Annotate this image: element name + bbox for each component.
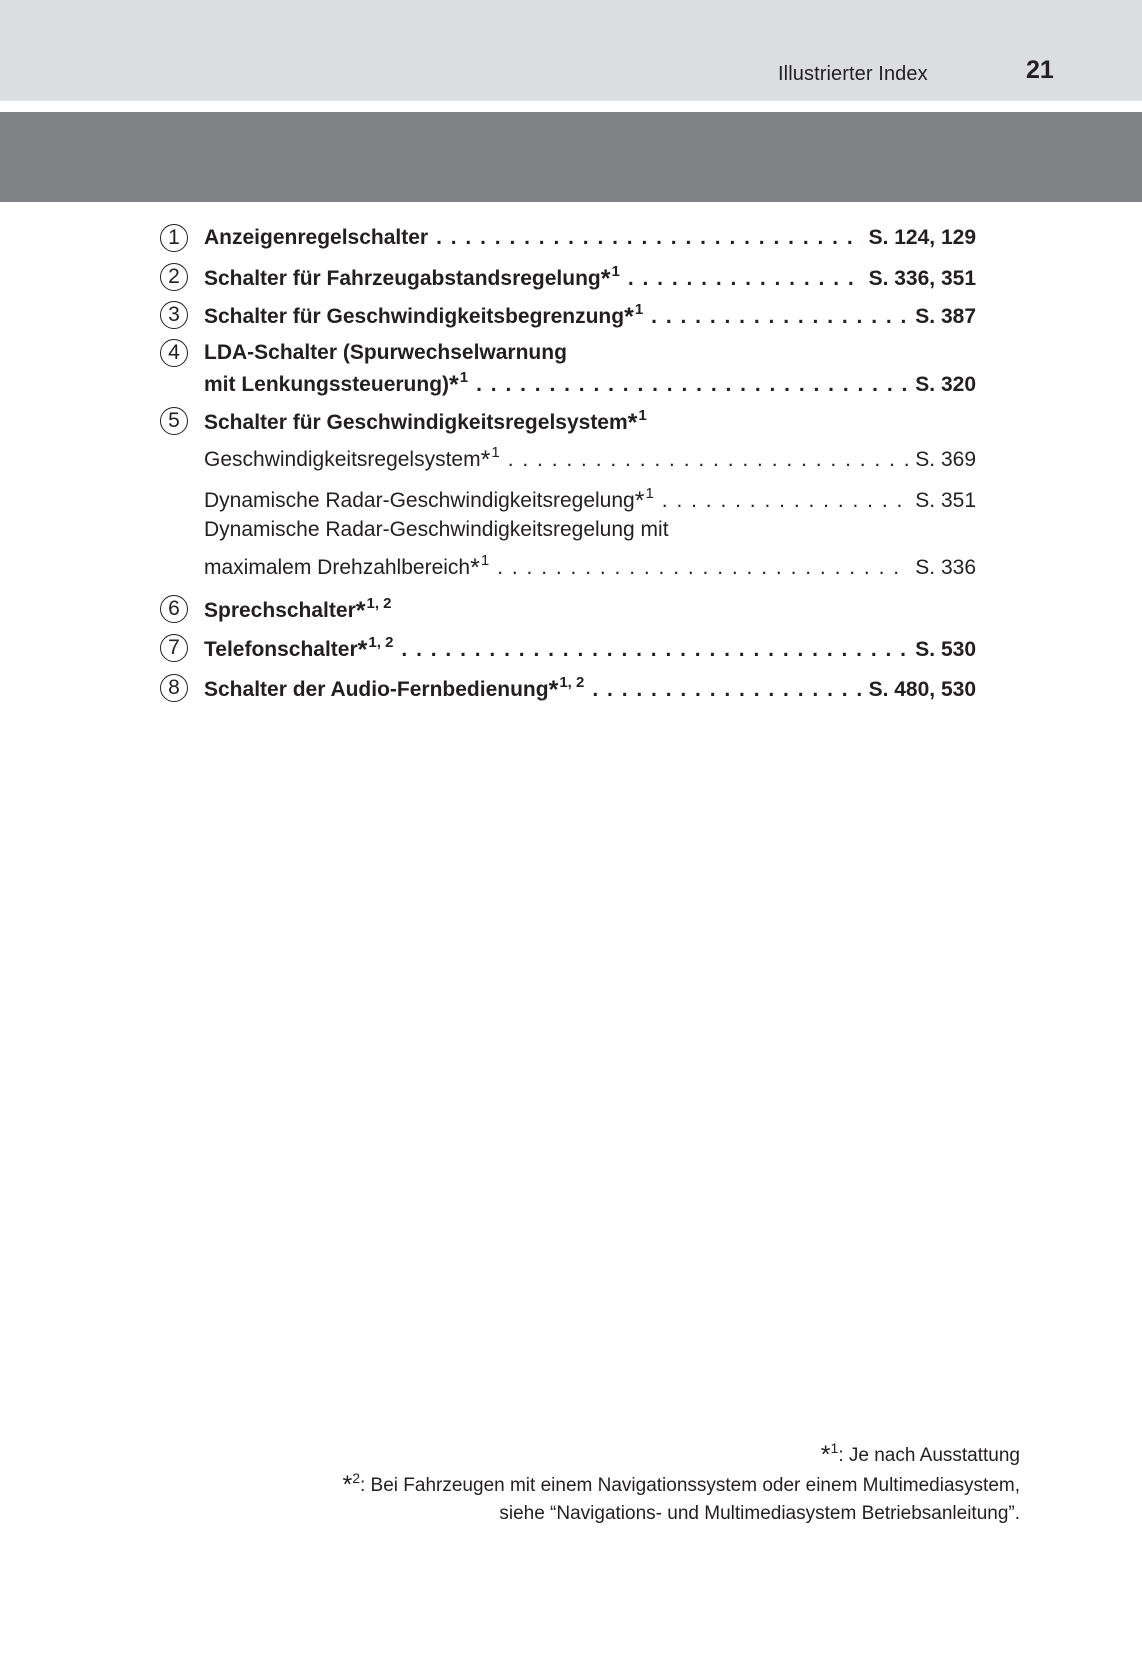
footnote-mark: 2: [352, 1470, 360, 1486]
subitem-line: [204, 552, 976, 584]
footnote-ref: 1: [491, 444, 500, 461]
leader-dots: [476, 371, 909, 399]
index-item-5: [160, 407, 976, 437]
item-label: Schalter der Audio-Fernbedienung: [204, 678, 549, 701]
footnote-ref: 1, 2: [368, 634, 394, 651]
page-reference: S. 351: [915, 489, 976, 512]
item-label: Telefonschalter: [204, 638, 358, 661]
footnote-2: [260, 1470, 1020, 1500]
footnote-ref: 1: [480, 552, 490, 569]
leader-dots: [592, 676, 862, 704]
index-item-8: [160, 674, 976, 704]
subitem-label: Dynamische Radar-Geschwindigkeitsregelung: [204, 489, 635, 512]
item-label: Schalter für Geschwindigkeitsregelsystem: [204, 411, 628, 434]
footnote-star-icon: *: [470, 554, 480, 582]
footnote-ref: 1: [638, 407, 647, 424]
item-line: [204, 369, 976, 401]
footnote-star-icon: *: [449, 371, 459, 399]
footnote-ref: 1: [611, 263, 620, 280]
subitem-label: Geschwindigkeitsregelsystem: [204, 448, 481, 471]
item-line: [204, 634, 976, 666]
subitem-line: [204, 444, 976, 476]
page-number: 21: [1026, 56, 1054, 84]
item-line: [204, 674, 976, 706]
leader-dots: [508, 446, 910, 474]
item-line: [204, 301, 976, 333]
footnote-star-icon: *: [634, 487, 645, 515]
footnote-ref: 1: [645, 485, 654, 502]
item-number-badge: 8: [160, 674, 188, 702]
leader-dots: [401, 636, 909, 664]
footnote-star-icon: *: [357, 636, 368, 664]
footnote-star-icon: *: [627, 409, 638, 437]
item-label: Schalter für Geschwindigkeitsbegrenzung: [204, 305, 625, 328]
page-reference: S. 124, 129: [868, 226, 976, 249]
subitem-label: Dynamische Radar-Geschwindigkeitsregelung mit: [204, 518, 669, 541]
footnote-ref: 1: [459, 369, 469, 386]
index-subitem-continued: [160, 552, 976, 582]
item-line: [204, 224, 976, 252]
page-reference: S. 480, 530: [868, 678, 976, 701]
footnote-ref: 1: [634, 301, 644, 318]
footnote-mark: 1: [830, 1440, 839, 1456]
item-label: Schalter für Fahrzeugabstandsregelung: [204, 267, 601, 290]
page-reference: S. 369: [915, 448, 976, 471]
footnote-2-continued: [260, 1500, 1020, 1527]
subitem-line: [204, 485, 976, 517]
item-number-badge: 3: [160, 301, 188, 329]
footnote-text: : Bei Fahrzeugen mit einem Navigationssystem oder einem Multimediasystem,: [360, 1475, 1020, 1496]
item-line: [204, 263, 976, 295]
item-number-badge: 5: [160, 407, 188, 435]
item-label: LDA-Schalter (Spurwechselwarnung: [204, 341, 567, 364]
page-reference: S. 387: [915, 305, 976, 328]
leader-dots: [662, 487, 909, 515]
footnote-text: : Je nach Ausstattung: [838, 1445, 1020, 1466]
footnote-star-icon: *: [624, 303, 634, 331]
leader-dots: [436, 224, 862, 252]
leader-dots: [628, 265, 863, 293]
item-label: Anzeigenregelschalter: [204, 226, 429, 249]
item-number-badge: 4: [160, 339, 188, 367]
page-reference: S. 320: [915, 373, 976, 396]
subitem-line: [204, 516, 976, 544]
index-item-6: [160, 595, 976, 625]
index-item-7: [160, 634, 976, 664]
footnote-star-icon: *: [355, 597, 366, 625]
page-reference: S. 530: [915, 638, 976, 661]
footnote-star-icon: *: [820, 1441, 831, 1469]
item-line: [204, 407, 976, 439]
item-number-badge: 1: [160, 224, 188, 252]
item-line: [204, 339, 976, 367]
footnote-star-icon: *: [342, 1471, 353, 1499]
footnote-ref: 1, 2: [366, 595, 392, 612]
item-number-badge: 6: [160, 595, 188, 623]
item-label: Sprechschalter: [204, 599, 356, 622]
leader-dots: [651, 303, 909, 331]
item-number-badge: 7: [160, 634, 188, 662]
footnote-star-icon: *: [548, 676, 559, 704]
footnotes: [260, 1440, 1020, 1527]
page-reference: S. 336, 351: [868, 267, 976, 290]
footnote-1: [260, 1440, 1020, 1470]
index-item-4: [160, 339, 976, 369]
footnote-star-icon: *: [600, 265, 611, 293]
subitem-label-continued: maximalem Drehzahlbereich: [204, 556, 471, 579]
index-item-1: [160, 224, 976, 254]
index-item-2: [160, 263, 976, 293]
index-subitem: [160, 444, 976, 474]
index-subitem: [160, 516, 976, 546]
leader-dots: [497, 554, 909, 582]
footnote-star-icon: *: [480, 446, 491, 474]
index-item-4-continued: [160, 369, 976, 399]
item-line: [204, 595, 976, 627]
header-band: [0, 0, 1142, 100]
footnote-text-continued: siehe “Navigations- und Multimediasystem Betriebsanleitung”.: [499, 1503, 1020, 1524]
page-reference: S. 336: [915, 556, 976, 579]
item-label-continued: mit Lenkungssteuerung): [204, 373, 450, 396]
index-subitem: [160, 485, 976, 515]
section-title: Illustrierter Index: [778, 63, 928, 85]
footnote-ref: 1, 2: [559, 674, 585, 691]
index-item-3: [160, 301, 976, 331]
item-number-badge: 2: [160, 263, 188, 291]
section-band: [0, 112, 1142, 202]
